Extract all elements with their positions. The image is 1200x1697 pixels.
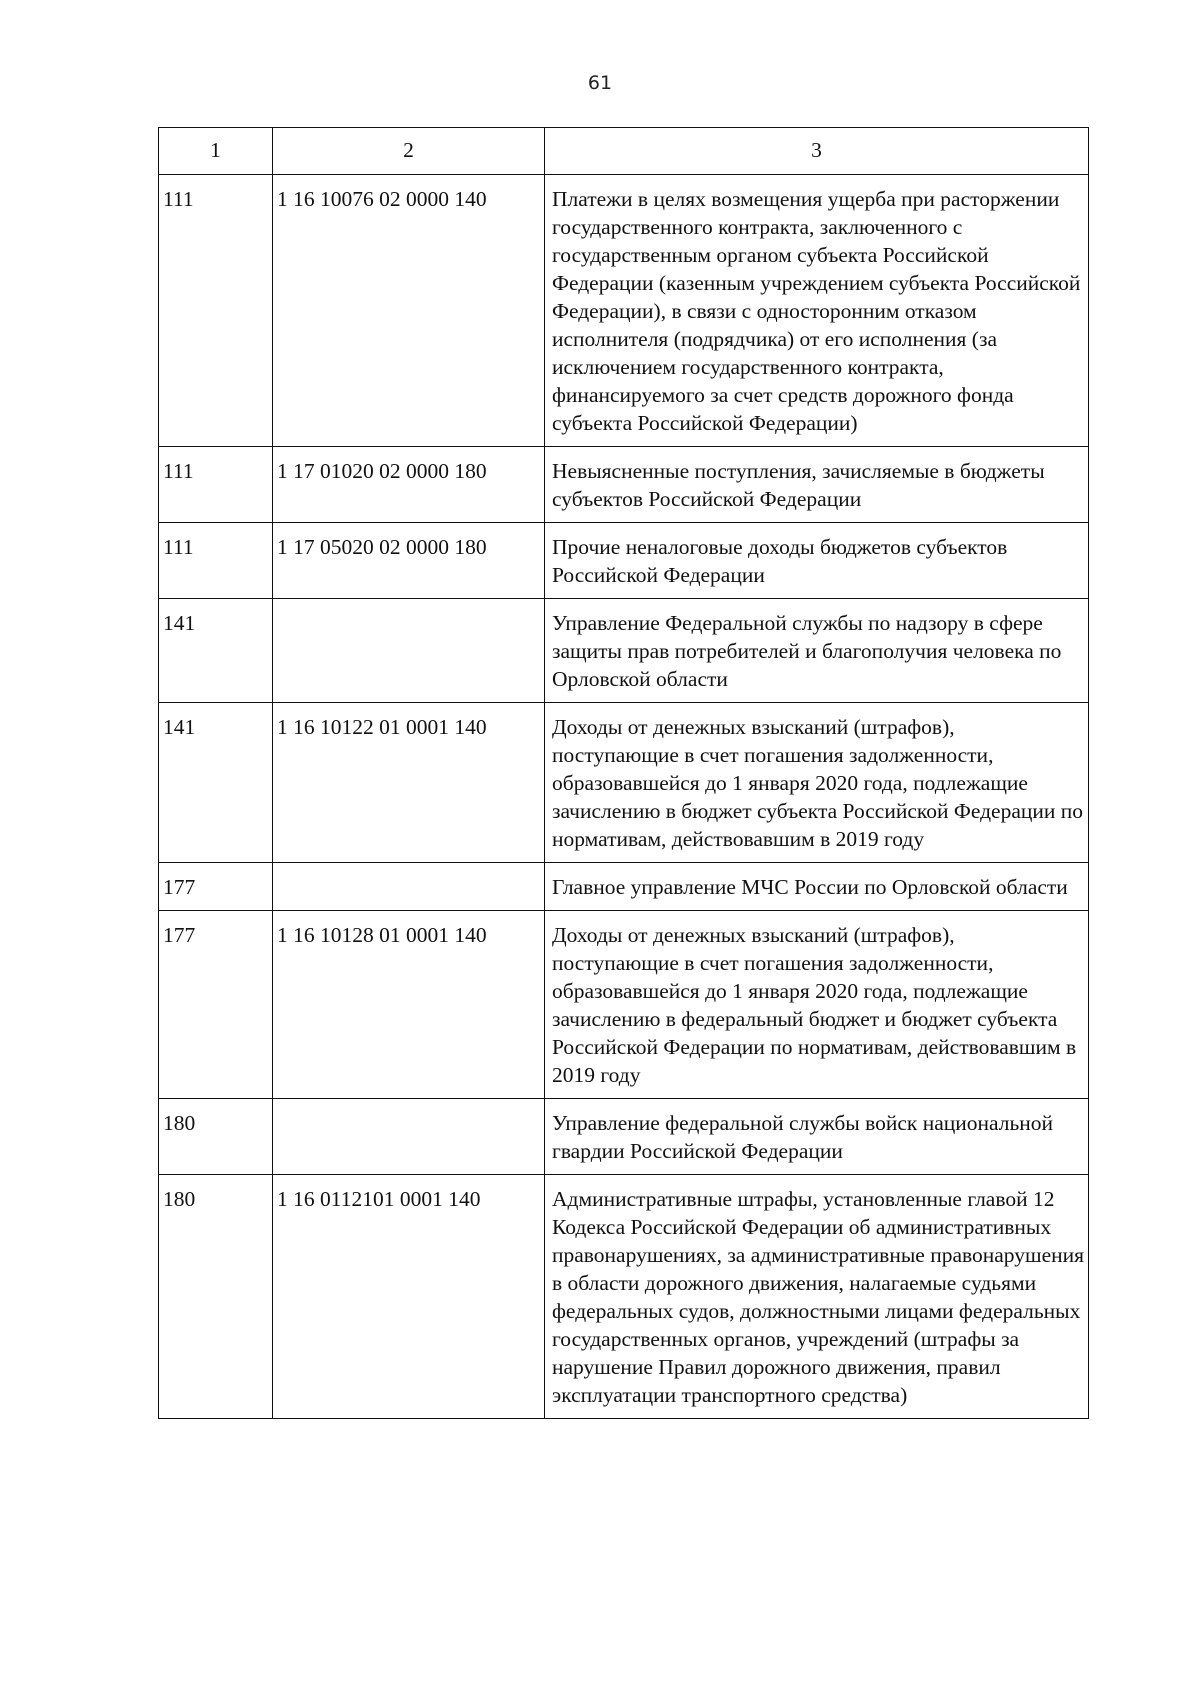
description-cell: Доходы от денежных взысканий (штрафов), поступающие в счет погашения задолженности, образовавшейся до 1 января 2020 года, подлежащие зачислению в федеральный бюджет и бюджет субъекта Российской Федерации по нормативам, действовавшим в 2019 году — [545, 911, 1089, 1099]
description-cell: Административные штрафы, установленные главой 12 Кодекса Российской Федерации об административных правонарушениях, за административные правонарушения в области дорожного движения, налагаемые судьями федеральных судов, должностными лицами федеральных государственных органов, учреждений (штрафы за нарушение Правил дорожного движения, правил эксплуатации транспортного средства) — [545, 1175, 1089, 1419]
description-cell: Невыясненные поступления, зачисляемые в бюджеты субъектов Российской Федерации — [545, 447, 1089, 523]
table-row — [159, 175, 1089, 447]
budget-code-cell: 1 16 0112101 0001 140 — [273, 1175, 545, 1419]
description-cell: Платежи в целях возмещения ущерба при расторжении государственного контракта, заключенного с государственным органом субъекта Российской Федерации (казенным учреждением субъекта Российской Федерации), в связи с односторонним отказом исполнителя (подрядчика) от его исполнения (за исключением государственного контракта, финансируемого за счет средств дорожного фонда субъекта Российской Федерации) — [545, 175, 1089, 447]
header-col-2: 2 — [273, 128, 545, 175]
table-row — [159, 523, 1089, 599]
admin-code-cell: 177 — [159, 863, 273, 911]
header-col-3: 3 — [545, 128, 1089, 175]
budget-code-table — [158, 127, 1089, 1419]
admin-code-cell: 141 — [159, 599, 273, 703]
table-header-row — [159, 128, 1089, 175]
description-cell: Главное управление МЧС России по Орловской области — [545, 863, 1089, 911]
table-row — [159, 863, 1089, 911]
admin-code-cell: 111 — [159, 175, 273, 447]
admin-code-cell: 180 — [159, 1175, 273, 1419]
description-cell: Прочие неналоговые доходы бюджетов субъектов Российской Федерации — [545, 523, 1089, 599]
budget-code-cell — [273, 1099, 545, 1175]
admin-code-cell: 111 — [159, 523, 273, 599]
table-row — [159, 703, 1089, 863]
budget-code-cell: 1 16 10128 01 0001 140 — [273, 911, 545, 1099]
description-cell: Управление Федеральной службы по надзору в сфере защиты прав потребителей и благополучия человека по Орловской области — [545, 599, 1089, 703]
admin-code-cell: 111 — [159, 447, 273, 523]
description-cell: Доходы от денежных взысканий (штрафов), поступающие в счет погашения задолженности, образовавшейся до 1 января 2020 года, подлежащие зачислению в бюджет субъекта Российской Федерации по нормативам, действовавшим в 2019 году — [545, 703, 1089, 863]
budget-code-cell: 1 16 10122 01 0001 140 — [273, 703, 545, 863]
budget-code-cell: 1 17 05020 02 0000 180 — [273, 523, 545, 599]
table-row — [159, 447, 1089, 523]
table-row — [159, 599, 1089, 703]
budget-code-cell: 1 17 01020 02 0000 180 — [273, 447, 545, 523]
table-row — [159, 911, 1089, 1099]
budget-code-cell — [273, 863, 545, 911]
budget-code-cell: 1 16 10076 02 0000 140 — [273, 175, 545, 447]
page-number: 61 — [587, 72, 613, 94]
budget-code-cell — [273, 599, 545, 703]
table-row — [159, 1175, 1089, 1419]
admin-code-cell: 177 — [159, 911, 273, 1099]
header-col-1: 1 — [159, 128, 273, 175]
admin-code-cell: 180 — [159, 1099, 273, 1175]
admin-code-cell: 141 — [159, 703, 273, 863]
table-row — [159, 1099, 1089, 1175]
description-cell: Управление федеральной службы войск национальной гвардии Российской Федерации — [545, 1099, 1089, 1175]
